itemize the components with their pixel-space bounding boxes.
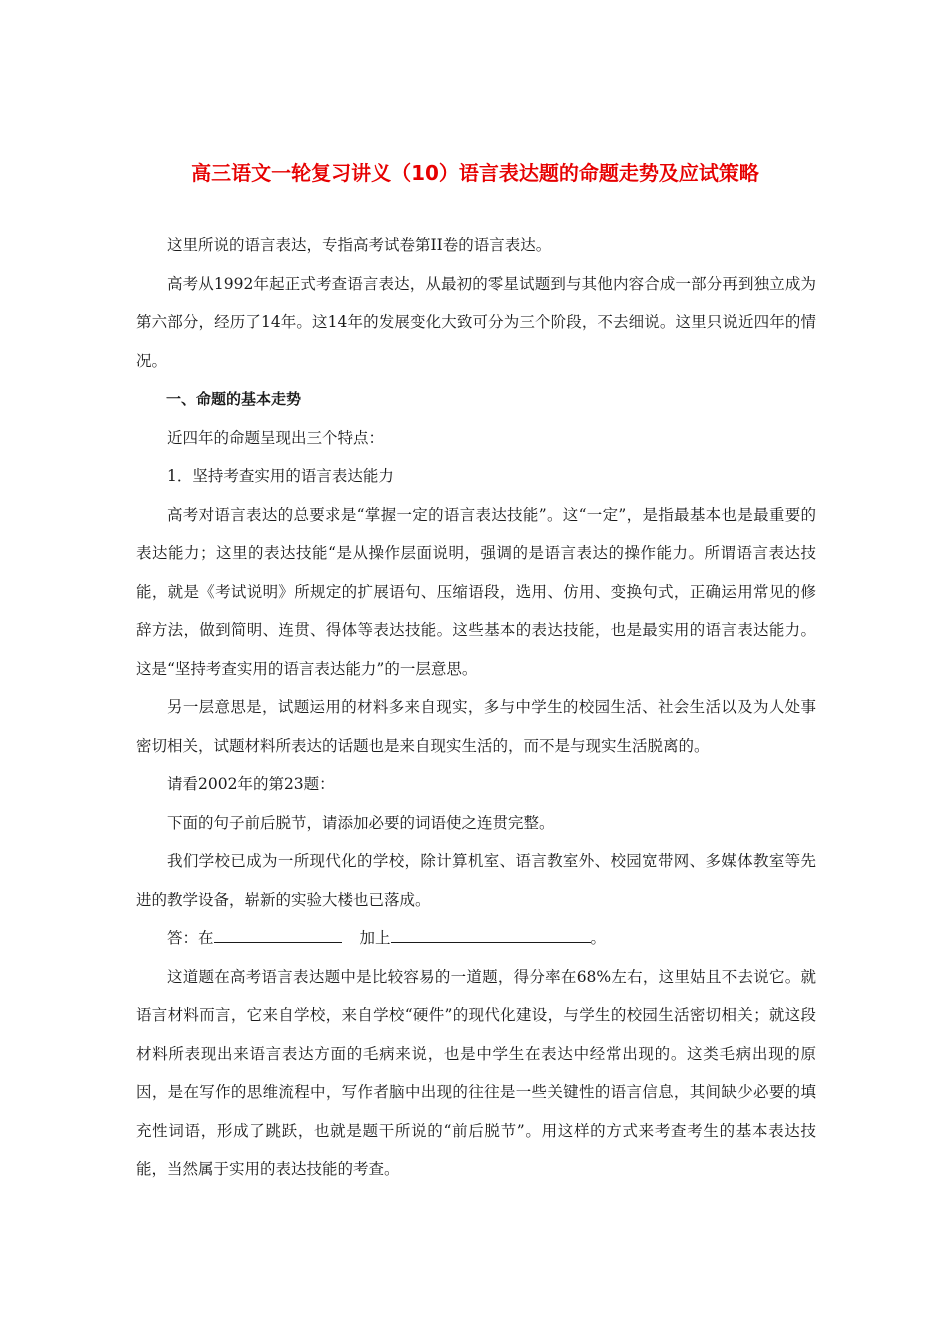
answer-line (136, 919, 816, 958)
question-instruction: 下面的句子前后脱节，请添加必要的词语使之连贯完整。 (167, 813, 555, 832)
section-intro: 近四年的命题呈现出三个特点： (167, 428, 385, 447)
point-heading-1: 1．坚持考查实用的语言表达能力 (167, 467, 394, 485)
document-title: 高三语文一轮复习讲义（10）语言表达题的命题走势及应试策略 (191, 161, 759, 185)
question-sentence: 我们学校已成为一所现代化的学校，除计算机室、语言教室外、校园宽带网、多媒体教室等先进的教学设备，崭新的实验大楼也已落成。 (136, 852, 816, 909)
intro-paragraph-1: 这里所说的语言表达，专指高考试卷第II卷的语言表达。 (167, 236, 552, 254)
answer-suffix: 。 (590, 929, 607, 947)
intro-paragraph-2: 高考从1992年起正式考查语言表达，从最初的零星试题到与其他内容合成一部分再到独立成为第六部分，经历了14年。这14年的发展变化大致可分为三个阶段，不去细说。这里只说近四年的情况。 (136, 274, 816, 370)
section-heading-1: 一、命题的基本走势 (166, 390, 302, 408)
answer-blank-2 (391, 928, 591, 943)
question-reference: 请看2002年的第23题： (167, 775, 335, 793)
closing-paragraph: 这道题在高考语言表达题中是比较容易的一道题，得分率在68%左右，这里姑且不去说它。就语言材料而言，它来自学校，来自学校“硬件”的现代化建设，与学生的校园生活密切相关；就这段材料所表现出来语言表达方面的毛病来说，也是中学生在表达中经常出现的。这类毛病出现的原因，是在写作的思维流程中，写作者脑中出现的往往是一些关键性的语言信息，其间缺少必要的填充性词语，形成了跳跃，也就是题干所说的“前后脱节”。用这样的方式来考查考生的基本表达技能，当然属于实用的表达技能的考查。 (136, 967, 816, 1178)
point1-paragraph-2: 另一层意思是，试题运用的材料多来自现实，多与中学生的校园生活、社会生活以及为人处事密切相关，试题材料所表达的话题也是来自现实生活的，而不是与现实生活脱离的。 (136, 698, 816, 755)
answer-middle: 加上 (359, 929, 391, 947)
point1-paragraph-1: 高考对语言表达的总要求是“掌握一定的语言表达技能”。这“一定”，是指最基本也是最重要的表达能力；这里的表达技能“是从操作层面说明，强调的是语言表达的操作能力。所谓语言表达技能，就是《考试说明》所规定的扩展语句、压缩语段，选用、仿用、变换句式，正确运用常见的修辞方法，做到简明、连贯、得体等表达技能。这些基本的表达技能，也是最实用的语言表达能力。这是“坚持考查实用的语言表达能力”的一层意思。 (136, 505, 816, 678)
answer-blank-1 (214, 928, 342, 943)
answer-prefix: 答：在 (167, 929, 214, 947)
document-body (136, 226, 816, 1189)
